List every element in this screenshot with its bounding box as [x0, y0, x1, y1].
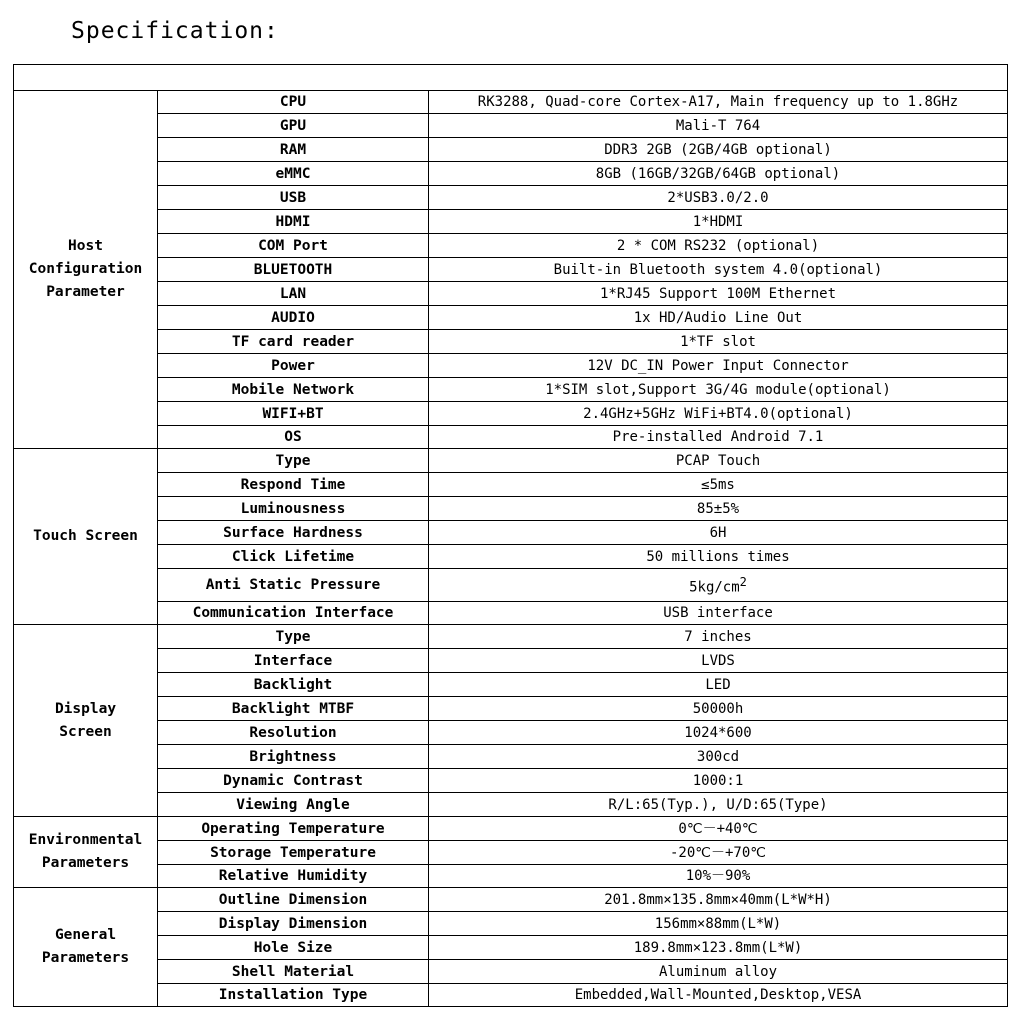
- param-name: Communication Interface: [158, 602, 429, 625]
- param-name: Type: [158, 625, 429, 649]
- table-row: [14, 673, 1008, 697]
- param-value: [429, 697, 1008, 721]
- table-row: [14, 984, 1008, 1007]
- param-value-text: ≤5ms: [701, 476, 735, 493]
- table-row: [14, 91, 1008, 114]
- param-value: [429, 354, 1008, 378]
- param-name: eMMC: [158, 162, 429, 186]
- param-name: Surface Hardness: [158, 521, 429, 545]
- param-value-text: Mali-T 764: [675, 117, 761, 134]
- param-value-text: 12V DC_IN Power Input Connector: [587, 357, 849, 374]
- param-name: Anti Static Pressure: [158, 569, 429, 602]
- param-value-text: Aluminum alloy: [659, 963, 778, 980]
- param-value-text: 189.8mm×123.8mm(L*W): [633, 939, 803, 956]
- table-row: [14, 210, 1008, 234]
- param-name: LAN: [158, 282, 429, 306]
- param-value: [429, 91, 1008, 114]
- group-label-general: General Parameters: [14, 888, 158, 1007]
- table-row: [14, 234, 1008, 258]
- param-name: Type: [158, 449, 429, 473]
- table-row: [14, 473, 1008, 497]
- param-value: [429, 569, 1008, 602]
- param-value-text: USB interface: [663, 605, 773, 621]
- param-value: [429, 473, 1008, 497]
- param-value: [429, 378, 1008, 402]
- table-row: [14, 186, 1008, 210]
- param-name: Power: [158, 354, 429, 378]
- param-value-text: 1024*600: [684, 724, 752, 741]
- param-value: [429, 769, 1008, 793]
- param-value: [429, 865, 1008, 888]
- param-value-text: -20℃－+70℃: [669, 844, 767, 861]
- param-value-text: 2.4GHz+5GHz WiFi+BT4.0(optional): [583, 405, 853, 422]
- table-row: [14, 114, 1008, 138]
- param-name: OS: [158, 426, 429, 449]
- table-row: [14, 745, 1008, 769]
- param-value: [429, 888, 1008, 912]
- param-value-text: 1*RJ45 Support 100M Ethernet: [600, 285, 837, 302]
- param-value: [429, 602, 1008, 625]
- table-row: [14, 569, 1008, 602]
- param-value-text: 156mm×88mm(L*W): [654, 915, 782, 932]
- param-value-text: 1*HDMI: [692, 213, 744, 230]
- param-name: WIFI+BT: [158, 402, 429, 426]
- param-name: Operating Temperature: [158, 817, 429, 841]
- param-value-text: 1*TF slot: [680, 333, 756, 350]
- param-value: [429, 960, 1008, 984]
- param-name: Relative Humidity: [158, 865, 429, 888]
- param-name: Backlight MTBF: [158, 697, 429, 721]
- param-value-text: PCAP Touch: [675, 452, 761, 469]
- group-label-env: Environmental Parameters: [14, 817, 158, 888]
- param-name: Outline Dimension: [158, 888, 429, 912]
- table-row: [14, 888, 1008, 912]
- table-row: [14, 378, 1008, 402]
- table-row: [14, 354, 1008, 378]
- param-value-text: 7 inches: [684, 628, 752, 645]
- param-value-text: 0℃－+40℃: [678, 820, 758, 837]
- table-row: [14, 769, 1008, 793]
- blank-header-cell: [14, 65, 1008, 91]
- param-value: [429, 793, 1008, 817]
- param-value: [429, 138, 1008, 162]
- param-name: Installation Type: [158, 984, 429, 1007]
- param-value: [429, 817, 1008, 841]
- param-name: Interface: [158, 649, 429, 673]
- table-row: [14, 497, 1008, 521]
- table-row: [14, 649, 1008, 673]
- param-value: [429, 984, 1008, 1007]
- param-name: Viewing Angle: [158, 793, 429, 817]
- table-row: [14, 282, 1008, 306]
- table-row: [14, 449, 1008, 473]
- table-row: [14, 330, 1008, 354]
- superscript: 2: [739, 575, 747, 590]
- param-value-text: 6H: [709, 524, 727, 541]
- param-value: [429, 745, 1008, 769]
- specification-table: [13, 64, 1008, 1007]
- param-value-text: Embedded,Wall-Mounted,Desktop,VESA: [574, 987, 862, 1003]
- param-value-text: DDR3 2GB (2GB/4GB optional): [604, 141, 832, 158]
- param-value-text: LVDS: [701, 652, 735, 669]
- table-row: [14, 426, 1008, 449]
- param-value: [429, 721, 1008, 745]
- table-row: [14, 138, 1008, 162]
- table-row: [14, 545, 1008, 569]
- param-value: [429, 210, 1008, 234]
- table-row: [14, 912, 1008, 936]
- param-name: TF card reader: [158, 330, 429, 354]
- param-value-text: 5kg/cm: [689, 579, 740, 596]
- param-value: [429, 841, 1008, 865]
- table-row: [14, 865, 1008, 888]
- param-value: [429, 936, 1008, 960]
- param-name: BLUETOOTH: [158, 258, 429, 282]
- group-label-host: Host Configuration Parameter: [14, 91, 158, 449]
- param-name: Storage Temperature: [158, 841, 429, 865]
- param-value: [429, 912, 1008, 936]
- table-row: [14, 841, 1008, 865]
- table-row: [14, 960, 1008, 984]
- param-name: Click Lifetime: [158, 545, 429, 569]
- param-name: Luminousness: [158, 497, 429, 521]
- param-value: [429, 114, 1008, 138]
- param-name: GPU: [158, 114, 429, 138]
- param-value: [429, 449, 1008, 473]
- group-label-display: Display Screen: [14, 625, 158, 817]
- param-name: USB: [158, 186, 429, 210]
- table-row: [14, 697, 1008, 721]
- param-value-text: 2*USB3.0/2.0: [667, 189, 769, 206]
- table-row: [14, 936, 1008, 960]
- param-value: [429, 521, 1008, 545]
- param-value-text: 201.8mm×135.8mm×40mm(L*W*H): [604, 891, 832, 908]
- param-value: [429, 545, 1008, 569]
- param-name: Brightness: [158, 745, 429, 769]
- param-value-text: 10%－90%: [685, 868, 751, 884]
- param-value-text: 1x HD/Audio Line Out: [633, 309, 803, 326]
- param-value-text: 50000h: [692, 700, 744, 717]
- param-name: Mobile Network: [158, 378, 429, 402]
- table-row: [14, 817, 1008, 841]
- param-name: Display Dimension: [158, 912, 429, 936]
- param-value: [429, 282, 1008, 306]
- param-name: Resolution: [158, 721, 429, 745]
- param-name: Backlight: [158, 673, 429, 697]
- table-row: [14, 402, 1008, 426]
- param-value-text: RK3288, Quad-core Cortex-A17, Main frequency up to 1.8GHz: [477, 94, 959, 110]
- param-name: RAM: [158, 138, 429, 162]
- table-row: [14, 258, 1008, 282]
- param-value-text: 85±5%: [696, 500, 740, 517]
- param-name: HDMI: [158, 210, 429, 234]
- param-value: [429, 497, 1008, 521]
- param-value-text: R/L:65(Typ.), U/D:65(Type): [608, 796, 828, 813]
- param-value-text: Pre-installed Android 7.1: [612, 429, 824, 445]
- param-value-text: 300cd: [696, 748, 740, 765]
- table-row: [14, 162, 1008, 186]
- param-value-text: 8GB (16GB/32GB/64GB optional): [595, 165, 841, 182]
- param-name: Hole Size: [158, 936, 429, 960]
- param-name: Shell Material: [158, 960, 429, 984]
- table-row: [14, 306, 1008, 330]
- param-value-text: 1000:1: [692, 772, 744, 789]
- param-value-text: LED: [705, 676, 731, 693]
- param-name: Dynamic Contrast: [158, 769, 429, 793]
- param-name: COM Port: [158, 234, 429, 258]
- param-value-text: 50 millions times: [646, 548, 790, 565]
- param-value: [429, 234, 1008, 258]
- table-row: [14, 793, 1008, 817]
- param-value: [429, 258, 1008, 282]
- param-value: [429, 186, 1008, 210]
- param-value: [429, 625, 1008, 649]
- table-row: [14, 721, 1008, 745]
- table-row: [14, 521, 1008, 545]
- param-value-text: 2 * COM RS232 (optional): [616, 237, 820, 254]
- table-header-row: [14, 65, 1008, 91]
- param-value: [429, 330, 1008, 354]
- group-label-touch: Touch Screen: [14, 449, 158, 625]
- param-value: [429, 426, 1008, 449]
- param-name: CPU: [158, 91, 429, 114]
- table-row: [14, 625, 1008, 649]
- param-value-text: 1*SIM slot,Support 3G/4G module(optional): [545, 381, 891, 398]
- param-name: Respond Time: [158, 473, 429, 497]
- param-value: [429, 402, 1008, 426]
- param-value-text: Built-in Bluetooth system 4.0(optional): [553, 261, 883, 278]
- param-value: [429, 162, 1008, 186]
- param-name: AUDIO: [158, 306, 429, 330]
- table-row: [14, 602, 1008, 625]
- param-value: [429, 673, 1008, 697]
- param-value: [429, 306, 1008, 330]
- param-value: [429, 649, 1008, 673]
- page-title: Specification:: [71, 18, 279, 44]
